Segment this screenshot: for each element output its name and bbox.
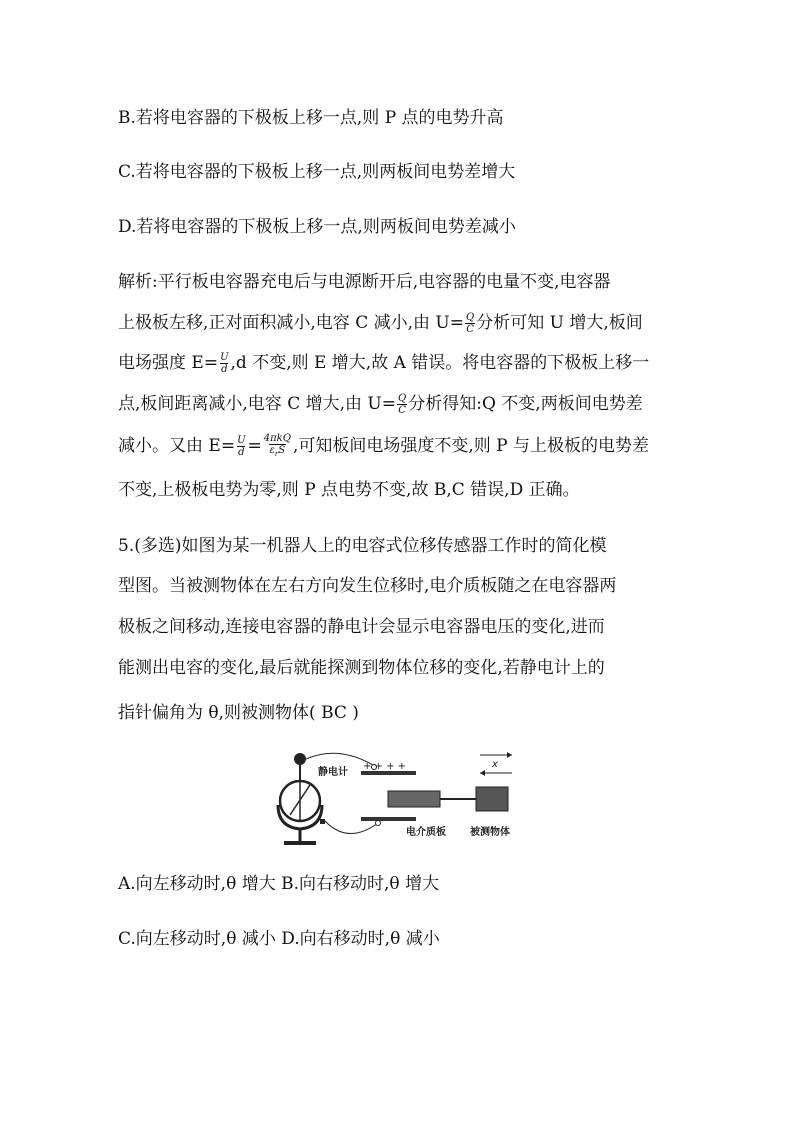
arrow-left-head bbox=[480, 770, 485, 776]
fraction-u-over-d: $\frac{U}{d}$ bbox=[220, 352, 229, 375]
options-q5-row-1: A.向左移动时,θ 增大 B.向右移动时,θ 增大 bbox=[118, 874, 440, 894]
displacement-label: x bbox=[492, 759, 498, 770]
dielectric-slab bbox=[388, 791, 440, 807]
analysis-text: 减小。又由 E= bbox=[118, 436, 236, 456]
analysis-line-1: 解析:平行板电容器充电后与电源断开后,电容器的电量不变,电容器 bbox=[118, 272, 611, 292]
analysis-text: 点,板间距离减小,电容 C 增大,由 U= bbox=[118, 394, 397, 414]
analysis-line-4 bbox=[118, 393, 643, 416]
electrometer-label: 静电计 bbox=[318, 767, 348, 778]
analysis-line-6: 不变,上极板电势为零,则 P 点电势不变,故 B,C 错误,D 正确。 bbox=[118, 480, 580, 500]
fraction-u-over-d: $\frac{U}{d}$ bbox=[237, 435, 246, 458]
question5-line-1: 5.(多选)如图为某一机器人上的电容式位移传感器工作时的简化模 bbox=[118, 536, 607, 556]
electrometer-base bbox=[284, 841, 316, 845]
analysis-text: ,d 不变,则 E 增大,故 A 错误。将电容器的下极板上移一 bbox=[230, 353, 650, 373]
fraction-4pikq-over-eps-s: $\frac{\text{4πkQ}}{\varepsilon_rS}$ bbox=[263, 433, 291, 458]
option-d-q4: D.若将电容器的下极板上移一点,则两板间电势差减小 bbox=[118, 217, 516, 237]
analysis-line-2 bbox=[118, 312, 643, 335]
analysis-line-5 bbox=[118, 433, 649, 460]
analysis-text: 电场强度 E= bbox=[118, 353, 219, 373]
bottom-plate bbox=[361, 817, 416, 821]
analysis-text: 上极板左移,正对面积减小,电容 C 减小,由 U= bbox=[118, 313, 465, 333]
sensor-diagram bbox=[268, 745, 530, 850]
question5-line-4: 能测出电容的变化,最后就能探测到物体位移的变化,若静电计上的 bbox=[118, 658, 605, 678]
object-label: 被测物体 bbox=[470, 827, 510, 838]
plus-charges: + + + + bbox=[363, 761, 407, 772]
option-b-q4: B.若将电容器的下极板上移一点,则 P 点的电势升高 bbox=[118, 108, 504, 128]
analysis-text: 分析得知:Q 不变,两板间电势差 bbox=[408, 394, 643, 414]
question5-line-3: 极板之间移动,连接电容器的静电计会显示电容器电压的变化,进而 bbox=[118, 617, 605, 637]
bottom-plate-terminal bbox=[376, 821, 381, 826]
analysis-line-3 bbox=[118, 352, 649, 375]
analysis-text: ,可知板间电场强度不变,则 P 与上极板的电势差 bbox=[292, 436, 650, 456]
question5-line-5: 指针偏角为 θ,则被测物体( BC ) bbox=[118, 703, 359, 723]
question5-line-2: 型图。当被测物体在左右方向发生位移时,电介质板随之在电容器两 bbox=[118, 576, 617, 596]
analysis-text: 分析可知 U 增大,板间 bbox=[476, 313, 643, 333]
options-q5-row-2: C.向左移动时,θ 减小 D.向右移动时,θ 减小 bbox=[118, 929, 440, 949]
arrow-right-head bbox=[507, 752, 512, 758]
dielectric-label: 电介质板 bbox=[406, 827, 446, 838]
fraction-q-over-c: $\frac{Q}{C}$ bbox=[398, 393, 407, 416]
electrometer-terminal bbox=[320, 819, 325, 824]
wire-bottom bbox=[325, 821, 378, 834]
measured-object bbox=[476, 787, 508, 811]
option-c-q4: C.若将电容器的下极板上移一点,则两板间电势差增大 bbox=[118, 162, 516, 182]
equals-sign: = bbox=[247, 436, 262, 456]
electrometer-knob bbox=[294, 753, 306, 765]
fraction-q-over-c: $\frac{Q}{C}$ bbox=[466, 312, 475, 335]
